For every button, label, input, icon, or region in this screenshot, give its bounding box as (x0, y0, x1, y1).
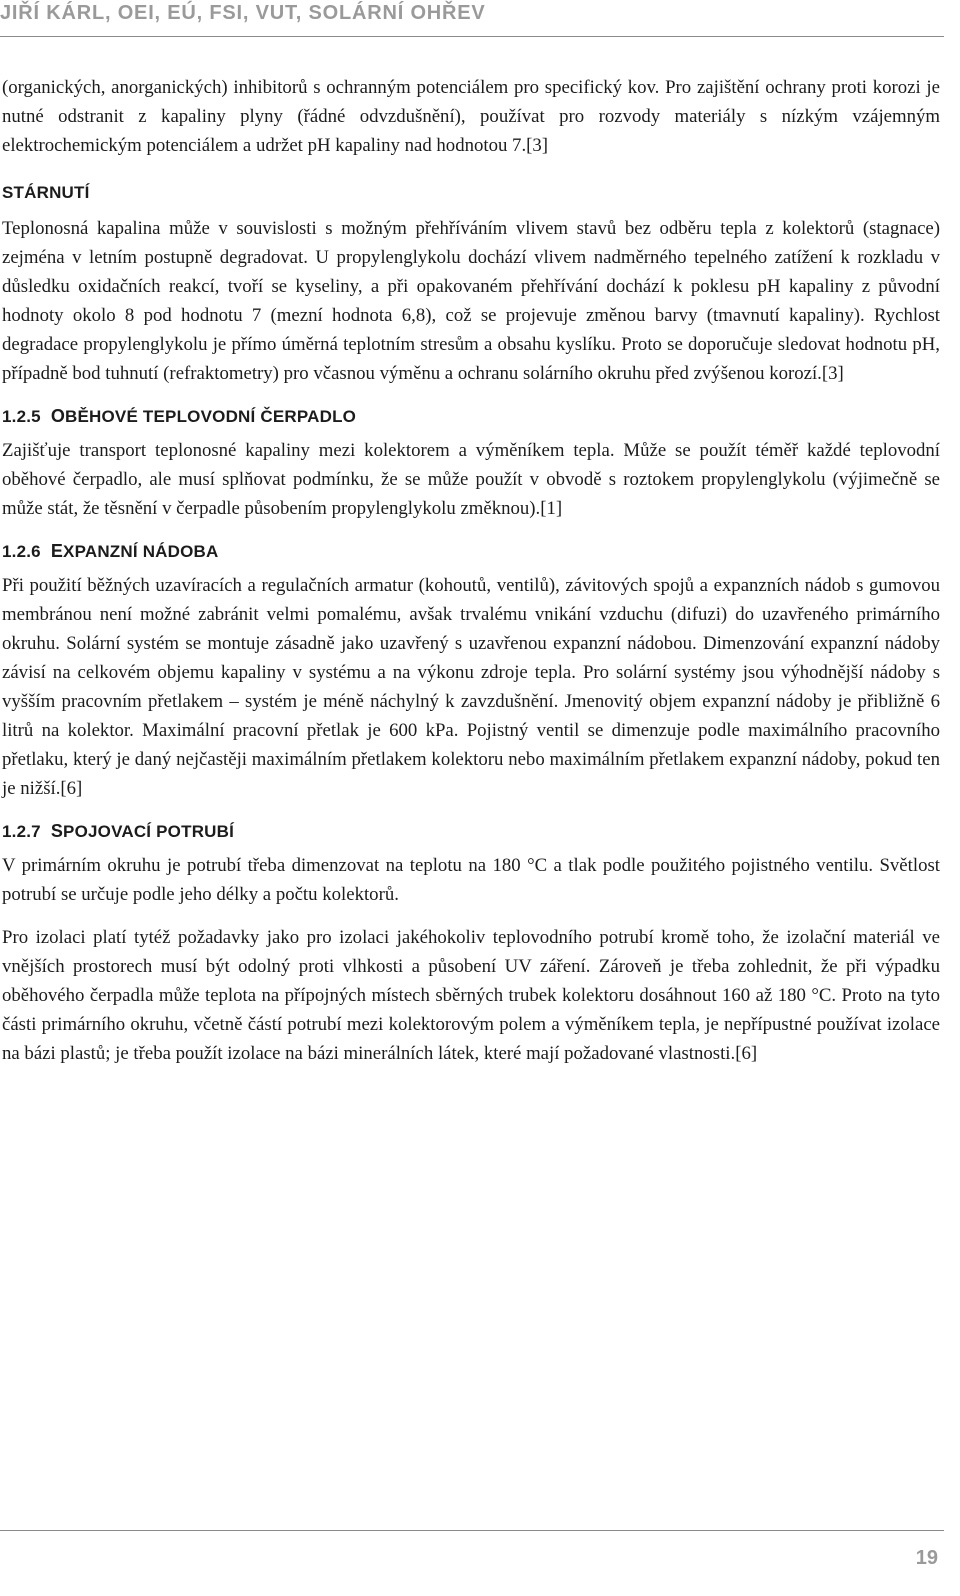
paragraph-circulation-pump: Zajišťuje transport teplonosné kapaliny mezi kolektorem a výměníkem tepla. Může se použít téměř každé teplovodní oběhové čerpadlo, ale musí splňovat podmínku, že se může použít v obvodě s roztokem propylenglykolu (výjimečně se může stát, že těsnění v čerpadle působením propylenglykolu změknou).[1] (2, 440, 940, 519)
section-heading-1-2-7: 1.2.7 SPOJOVACÍ POTRUBÍ (2, 821, 235, 841)
paragraph-aging: Teplonosná kapalina může v souvislosti s možným přehříváním vlivem stavů bez odběru tepla z kolektorů (stagnace) zejména v letním postupně degradovat. U propylenglykolu dochází vlivem nadměrného tepelného zatížení k rozkladu v důsledku oxidačních reakcí, tvoří se kyseliny, a při opakovaném přehřívání dochází k poklesu pH kapaliny z původní hodnoty okolo 8 pod hodnotu 7 (mezní hodnota 6,8), což se projevuje změnou barvy (tmavnutí kapaliny). Rychlost degradace propylenglykolu je přímo úměrná teplotním stresům a obsahu kyslíku. Proto se doporučuje sledovat hodnotu pH, případně bod tuhnutí (refraktometry) pro včasnou výměnu a ochranu solárního okruhu před zvýšenou korozí.[3] (2, 218, 940, 384)
header-rule (0, 36, 944, 37)
section-heading-1-2-6: 1.2.6 EXPANZNÍ NÁDOBA (2, 541, 219, 561)
section-heading-1-2-5: 1.2.5 OBĚHOVÉ TEPLOVODNÍ ČERPADLO (2, 406, 357, 426)
running-header: JIŘÍ KÁRL, OEI, EÚ, FSI, VUT, SOLÁRNÍ OHŘEV (0, 2, 486, 24)
page-content (2, 73, 940, 1068)
section-number: 1.2.5 (2, 407, 41, 426)
paragraph-corrosion-protection: (organických, anorganických) inhibitorů s ochranným potenciálem pro specifický kov. Pro zajištění ochrany proti korozi je nutné odstranit z kapaliny plyny (řádné odvzdušnění), používat pro rozvody materiály s nízkým vzájemným elektrochemickým potenciálem a udržet pH kapaliny nad hodnotou 7.[3] (2, 77, 940, 156)
heading-starnuti: STÁRNUTÍ (2, 183, 90, 202)
paragraph-pipe-insulation: Pro izolaci platí tytéž požadavky jako pro izolaci jakéhokoliv teplovodního potrubí kromě toho, že izolační materiál ve vnějších prostorech musí být odolný proti vlhkosti a působení UV záření. Zároveň je třeba zohlednit, že při výpadku oběhového čerpadla může teplota na přípojných místech sběrných trubek kolektoru dosáhnout 160 až 180 °C. Proto na tyto části primárního okruhu, včetně částí potrubí mezi kolektorovým polem a výměníkem tepla, je nepřípustné používat izolace na bázi plastů; je třeba použít izolace na bázi minerálních látek, které mají požadované vlastnosti.[6] (2, 927, 940, 1064)
paragraph-piping-dimensioning: V primárním okruhu je potrubí třeba dimenzovat na teplotu na 180 °C a tlak podle použitého pojistného ventilu. Světlost potrubí se určuje podle jeho délky a počtu kolektorů. (2, 855, 940, 905)
paragraph-expansion-vessel: Při použití běžných uzavíracích a regulačních armatur (kohoutů, ventilů), závitových spojů a expanzních nádob s gumovou membránou není možné zabránit velmi pomalému, avšak trvalému vnikání vzduchu (difuzi) do uzavřeného primárního okruhu. Solární systém se montuje zásadně jako uzavřený s uzavřenou expanzní nádobou. Dimenzování expanzní nádoby závisí na celkovém objemu kapaliny v systému a na výkonu zdroje tepla. Pro solární systémy jsou výhodnější nádoby s vyšším pracovním přetlakem – systém je méně náchylný k zavzdušnění. Jmenovitý objem expanzní nádoby je přibližně 6 litrů na kolektor. Maximální pracovní přetlak je 600 kPa. Pojistný ventil se dimenzuje podle maximálního pracovního přetlaku, který je daný nejčastěji maximálním přetlakem kolektoru nebo maximálním přetlakem expanzní nádoby, pokud ten je nižší.[6] (2, 575, 940, 799)
section-number: 1.2.7 (2, 822, 41, 841)
footer-rule (0, 1530, 944, 1531)
section-number: 1.2.6 (2, 542, 41, 561)
page-number: 19 (915, 1547, 938, 1569)
